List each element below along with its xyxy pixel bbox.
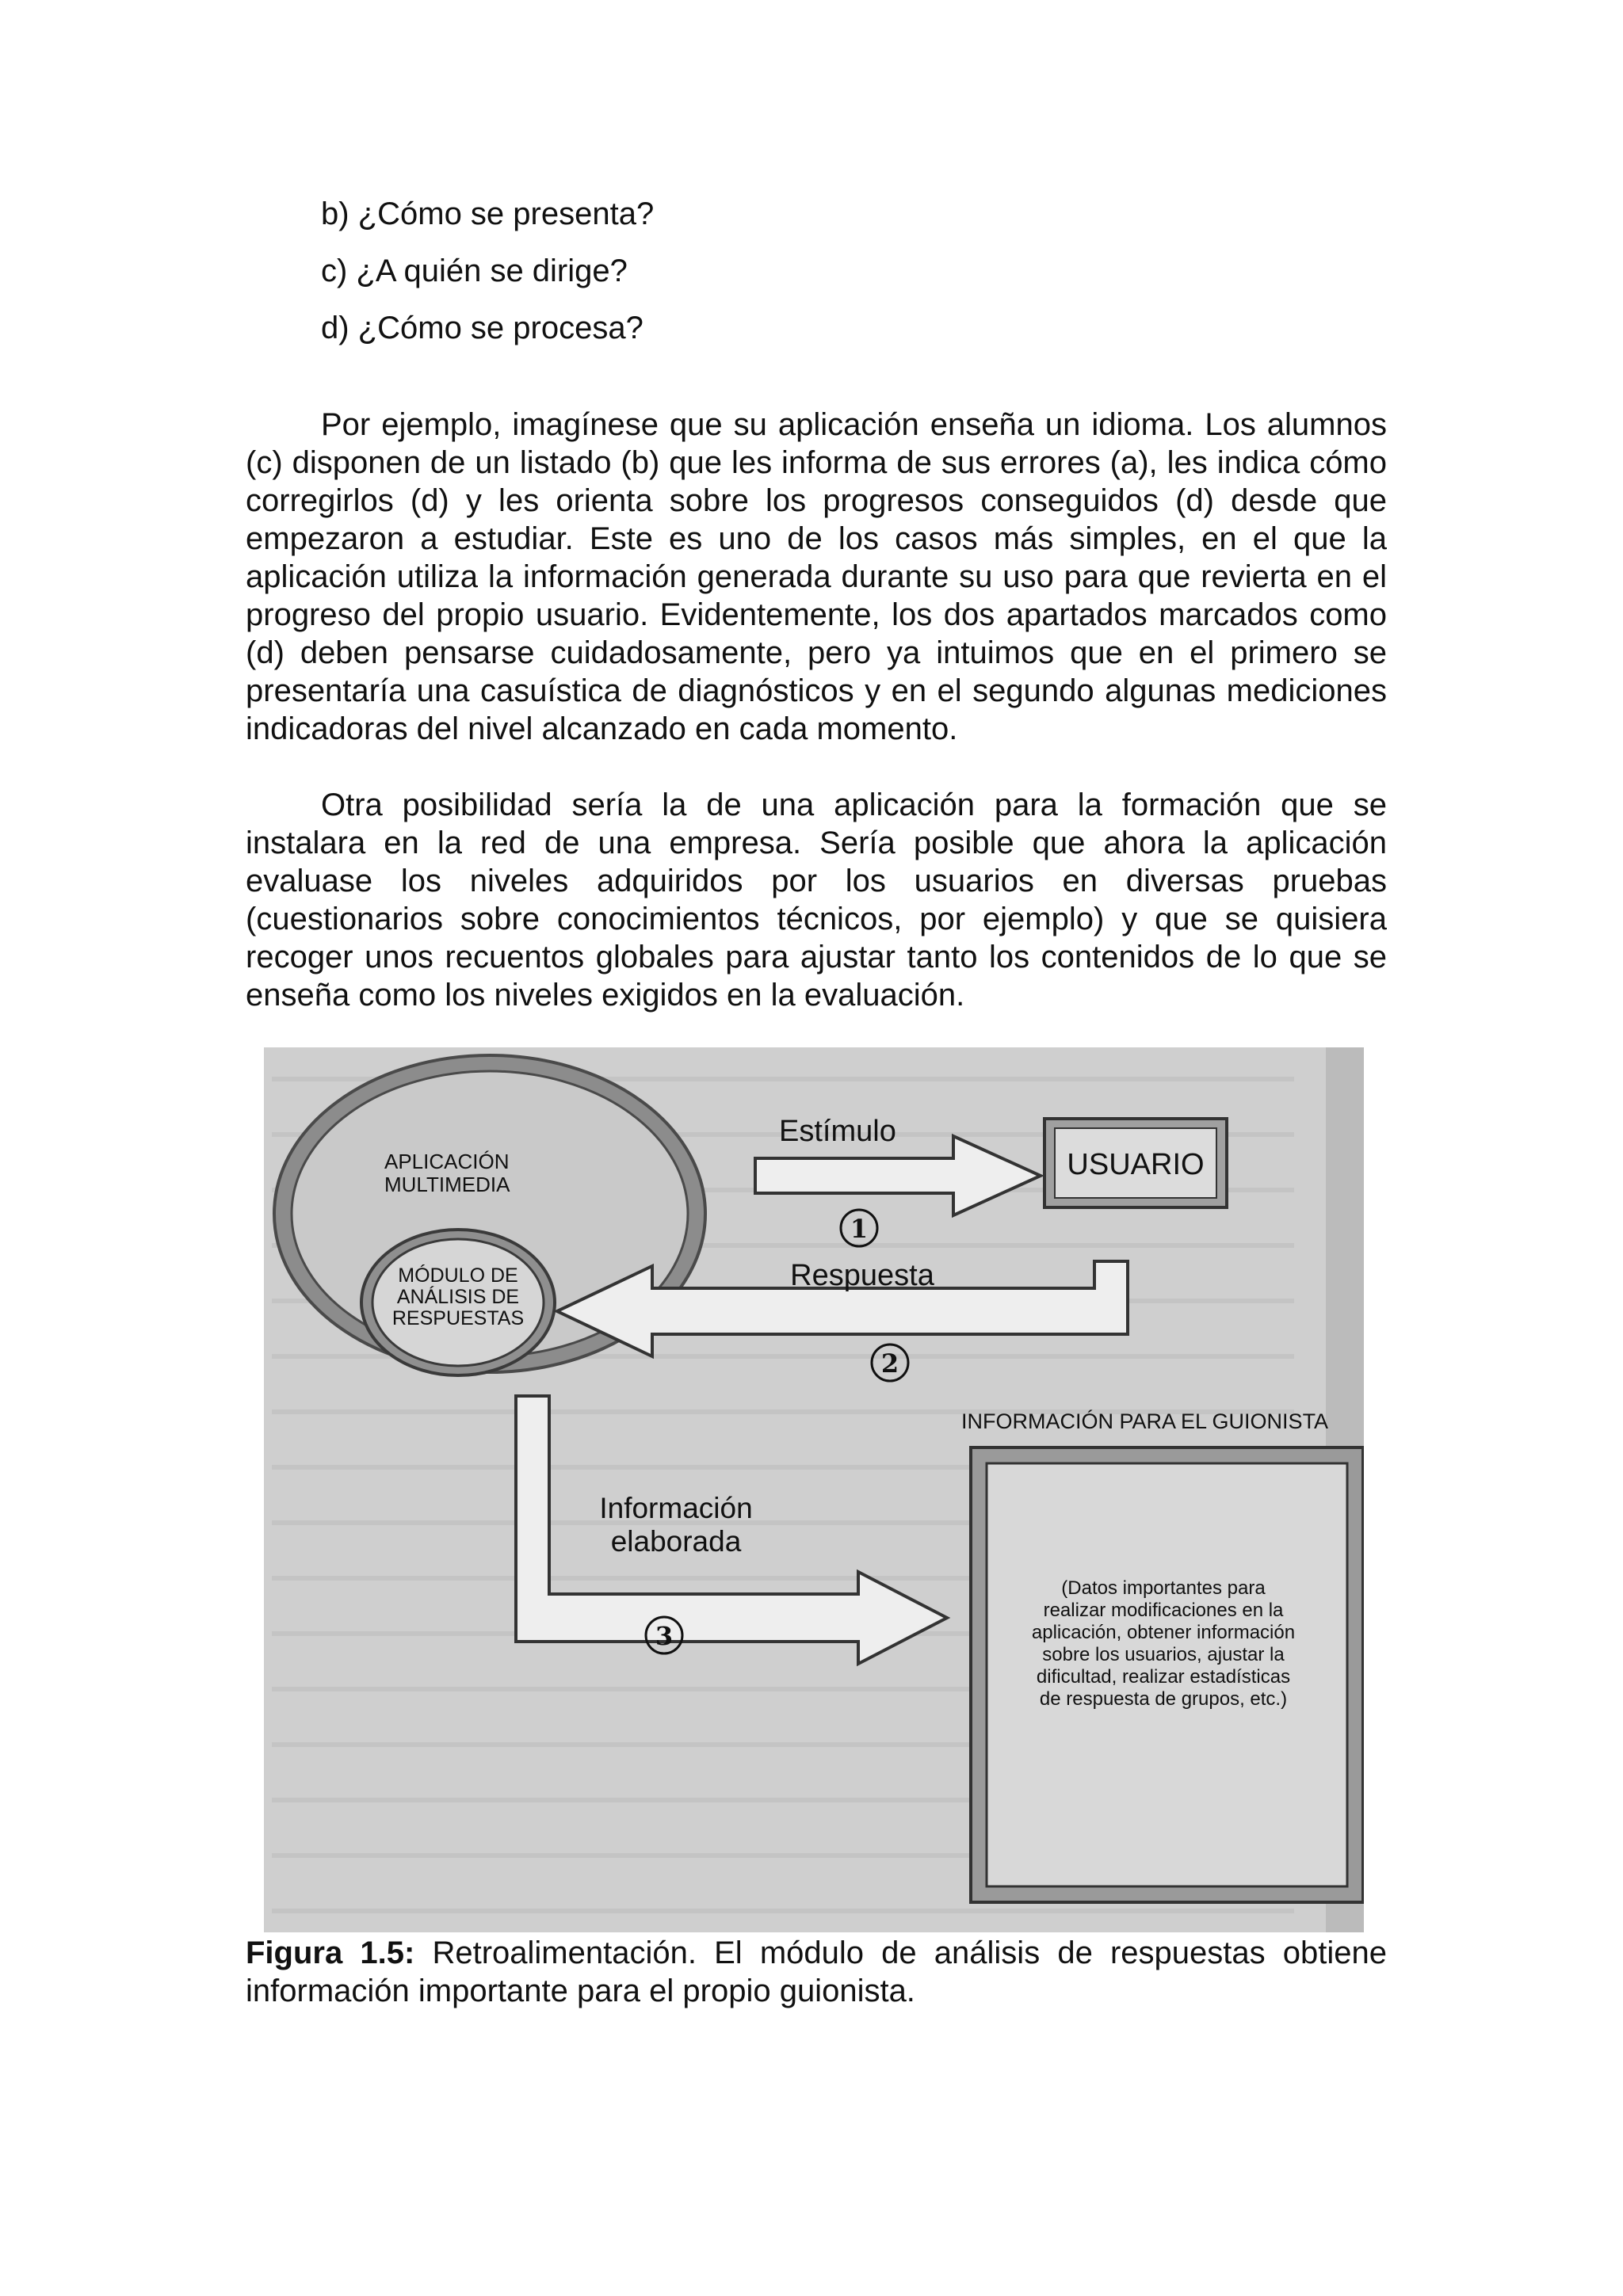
information-label-line1: Información [599, 1492, 753, 1524]
app-label-line2: MULTIMEDIA [384, 1173, 510, 1196]
user-label: USUARIO [1067, 1148, 1205, 1181]
caption-label: Figura 1.5: [246, 1936, 415, 1970]
question-d: d) ¿Cómo se procesa? [321, 311, 643, 345]
question-c: c) ¿A quién se dirige? [321, 254, 628, 288]
step-2-label: 2 [880, 1348, 899, 1379]
guionista-line-2: realizar modificaciones en la [1043, 1600, 1284, 1621]
caption-text: Retroalimentación. El módulo de análisis de respuestas obtiene información importante para el propio guionista. [246, 1936, 1388, 2008]
step-2-badge [872, 1344, 908, 1381]
module-label-line3: RESPUESTAS [391, 1307, 525, 1329]
module-label-line2: ANÁLISIS DE [396, 1286, 520, 1308]
question-b: b) ¿Cómo se presenta? [321, 196, 655, 231]
information-label-line2: elaborada [610, 1525, 742, 1558]
paragraph-network: Otra posibilidad sería la de una aplicación para la formación que se instalara en la red de una empresa. Sería posible que ahora la aplicación evaluase los niveles adquiridos por los usuarios en diversas pruebas (cuestionarios sobre conocimientos técnicos, por ejemplo) y que se quisiera recoger unos recuentos globales para ajustar tanto los contenidos de lo que se enseña como los niveles exigidos en la evaluación. [246, 788, 1387, 1013]
step-1-badge [841, 1210, 877, 1246]
guionista-line-1: (Datos importantes para [1061, 1577, 1266, 1599]
app-label-line1: APLICACIÓN [384, 1150, 510, 1173]
stimulus-arrow [755, 1136, 1041, 1215]
guionista-title: INFORMACIÓN PARA EL GUIONISTA [961, 1409, 1329, 1433]
step-3-label: 3 [655, 1621, 674, 1651]
guionista-line-4: sobre los usuarios, ajustar la [1042, 1644, 1285, 1665]
guionista-line-5: dificultad, realizar estadísticas [1036, 1666, 1291, 1688]
module-label-line1: MÓDULO DE [398, 1264, 518, 1287]
guionista-line-3: aplicación, obtener información [1031, 1622, 1296, 1643]
stimulus-label: Estímulo [779, 1115, 896, 1148]
step-1-label: 1 [850, 1214, 869, 1244]
feedback-figure [264, 1047, 1364, 1932]
paragraph-example: Por ejemplo, imagínese que su aplicación enseña un idioma. Los alumnos (c) disponen de un listado (b) que les informa de sus errores (a), les indica cómo corregirlos (d) y les orienta sobre los progresos conseguidos (d) desde que empezaron a estudiar. Este es uno de los casos más simples, en el que la aplicación utiliza la información generada durante su uso para que revierta en el progreso del propio usuario. Evidentemente, los dos apartados marcados como (d) deben pensarse cuidadosamente, pero ya intuimos que en el primero se presentaría una casuística de diagnósticos y en el segundo algunas mediciones indicadoras del nivel alcanzado en cada momento. [246, 407, 1387, 746]
guionista-line-6: de respuesta de grupos, etc.) [1039, 1688, 1288, 1710]
figure-caption [246, 1934, 1387, 2010]
response-label: Respuesta [790, 1259, 934, 1292]
